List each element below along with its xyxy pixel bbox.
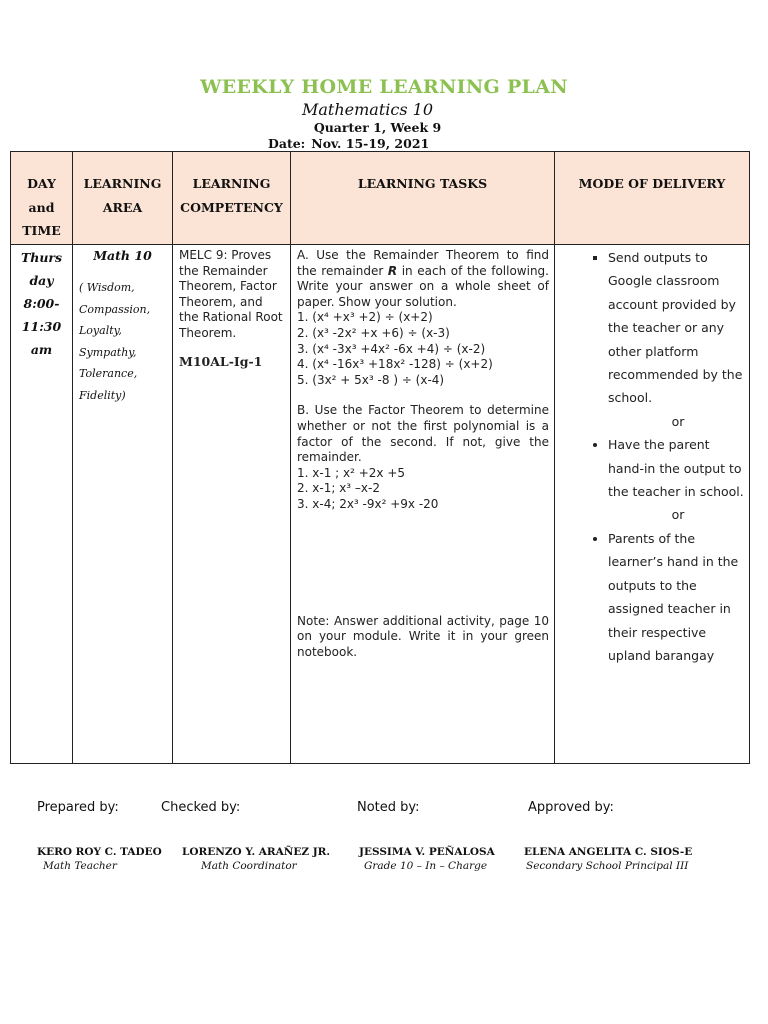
noted-by-label: Noted by:	[357, 800, 420, 815]
header-and-line: and	[28, 199, 55, 215]
core-value: Sympathy,	[79, 345, 137, 359]
delivery-option: ▪ Send outputs to Google classroom account provided by the teacher or any other platform recommended by the school.	[608, 246, 744, 410]
approved-by-label: Approved by:	[528, 800, 614, 815]
time-line: 11:30	[21, 319, 62, 334]
delivery-options-list	[556, 246, 744, 410]
signatory-role: Secondary School Principal III	[526, 860, 689, 872]
signatory-role: Grade 10 – In – Charge	[364, 860, 488, 872]
core-value: Loyalty,	[79, 324, 122, 337]
task-a-instructions: A. Use the Remainder Theorem to find the remainder R in each of the following. Write your answer on a whole sheet of paper. Show your solution.	[297, 248, 549, 309]
day-line: Thurs	[20, 250, 63, 265]
table-header-row	[11, 152, 750, 245]
task-a-item: 5. (3x² + 5x³ -8 ) ÷ (x-4)	[297, 372, 445, 387]
table-row	[11, 245, 750, 764]
task-b-instructions: B. Use the Factor Theorem to determine whether or not the first polynomial is a factor of the second. If not, give the remainder.	[297, 403, 549, 465]
task-a-item: 1. (x⁴ +x³ +2) ÷ (x+2)	[297, 310, 433, 325]
competency-text: MELC 9: Proves the Remainder Theorem, Factor Theorem, and the Rational Root Theorem.	[179, 248, 283, 340]
learning-tasks-cell	[291, 245, 555, 764]
header-comp-line1: LEARNING	[192, 176, 271, 191]
or-separator: or	[671, 413, 685, 429]
core-values-list	[74, 277, 171, 406]
header-area-line1: LEARNING	[83, 176, 162, 191]
signatory-name: LORENZO Y. ARAÑEZ JR.	[182, 846, 331, 858]
or-separator: or	[671, 507, 685, 523]
core-value: ( Wisdom,	[79, 281, 135, 294]
header-time-line: TIME	[22, 223, 61, 238]
header-mode-of-delivery	[555, 152, 750, 245]
date-value: Nov. 15-19, 2021	[311, 136, 430, 151]
header-learning-tasks	[291, 152, 555, 245]
checked-by-label: Checked by:	[161, 800, 241, 815]
signatory-role: Math Teacher	[43, 860, 117, 872]
header-day-line: DAY	[27, 176, 56, 191]
signatory-name: JESSIMA V. PEÑALOSA	[359, 846, 495, 858]
mode-of-delivery-cell	[555, 245, 750, 764]
header-area-line2: AREA	[102, 199, 143, 215]
core-value: Fidelity)	[79, 388, 126, 402]
delivery-options-list	[556, 527, 744, 667]
page-title: WEEKLY HOME LEARNING PLAN	[200, 76, 568, 98]
signatory-role: Math Coordinator	[201, 860, 297, 872]
date-line	[268, 136, 435, 151]
time-line: 8:00-	[23, 296, 60, 311]
task-a-item: 4. (x⁴ -16x³ +18x² -128) ÷ (x+2)	[297, 357, 493, 372]
task-b-item: 3. x-4; 2x³ -9x² +9x -20	[297, 496, 439, 511]
header-learning-competency	[173, 152, 291, 245]
learning-area-cell	[73, 245, 173, 764]
core-value: Compassion,	[79, 302, 151, 316]
quarter-week: Quarter 1, Week 9	[313, 120, 442, 135]
header-comp-line2: COMPETENCY	[180, 199, 283, 215]
signatory-name: KERO ROY C. TADEO	[37, 846, 162, 858]
core-value: Tolerance,	[79, 367, 138, 380]
task-a-item: 2. (x³ -2x² +x +6) ÷ (x-3)	[297, 325, 450, 340]
time-line: am	[30, 342, 53, 357]
signatory-name: ELENA ANGELITA C. SIOS-E	[524, 846, 693, 858]
header-learning-area	[73, 152, 173, 245]
header-tasks-label: LEARNING TASKS	[357, 176, 488, 191]
task-a-item: 3. (x⁴ -3x³ +4x² -6x +4) ÷ (x-2)	[297, 341, 486, 356]
date-label: Date:	[268, 136, 306, 151]
header-mode-label: MODE OF DELIVERY	[578, 176, 726, 191]
competency-code: M10AL-Ig-1	[179, 353, 263, 369]
task-note: Note: Answer additional activity, page 10 on your module. Write it in your green notebook.	[297, 613, 549, 659]
subject-title: Mathematics 10	[302, 100, 433, 119]
task-b-item: 1. x-1 ; x² +2x +5	[297, 465, 406, 480]
task-b-item: 2. x-1; x³ –x-2	[297, 481, 380, 496]
day-line: day	[29, 273, 54, 288]
day-time-cell	[11, 245, 73, 764]
learning-area-title: Math 10	[93, 248, 152, 263]
competency-cell	[173, 245, 291, 764]
delivery-option: • Have the parent hand-in the output to the teacher in school.	[608, 433, 744, 503]
header-day-time	[11, 152, 73, 245]
delivery-options-list	[556, 433, 744, 503]
learning-plan-table	[10, 151, 750, 764]
delivery-option: • Parents of the learner’s hand in the outputs to the assigned teacher in their respective upland barangay	[608, 527, 744, 667]
prepared-by-label: Prepared by:	[37, 800, 119, 815]
